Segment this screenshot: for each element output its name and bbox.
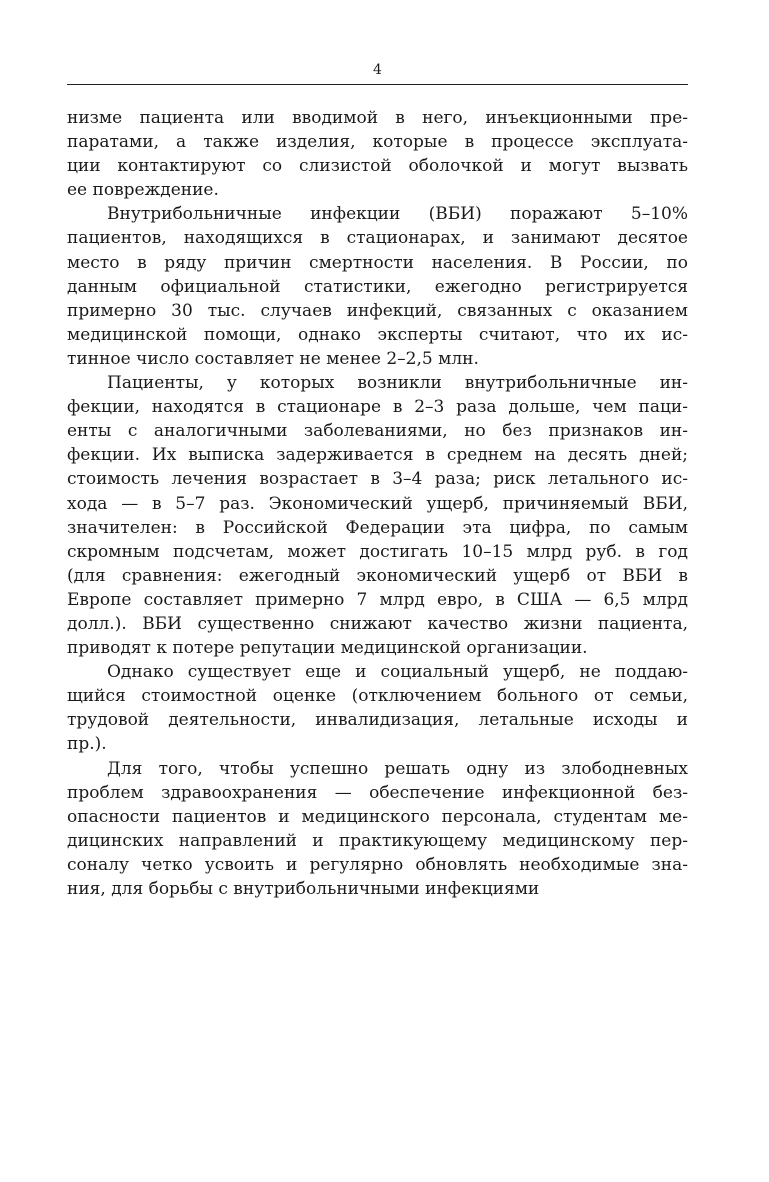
text-line: медицинской помощи, однако эксперты считают, что их ис- — [67, 324, 688, 345]
text-line: стоимость лечения возрастает в 3–4 раза; риск летального ис- — [67, 469, 688, 490]
text-line: фекции, находятся в стационаре в 2–3 раза дольше, чем паци- — [67, 397, 688, 418]
text-line: фекции. Их выписка задерживается в среднем на десять дней; — [67, 445, 688, 466]
text-line: щийся стоимостной оценке (отключением больного от семьи, — [67, 686, 688, 707]
text-line: трудовой деятельности, инвалидизация, летальные исходы и — [67, 710, 688, 731]
text-line: енты с аналогичными заболеваниями, но без признаков ин- — [67, 421, 688, 442]
text-line: Однако существует еще и социальный ущерб, не поддаю- — [107, 662, 688, 683]
text-line: соналу четко усвоить и регулярно обновлять необходимые зна- — [67, 854, 688, 875]
text-line: скромным подсчетам, может достигать 10–15 млрд руб. в год — [67, 541, 688, 562]
text-line: тинное число составляет не менее 2–2,5 млн. — [67, 348, 479, 369]
paragraph-4 — [67, 660, 688, 756]
text-line: место в ряду причин смертности населения. В России, по — [67, 252, 688, 273]
text-line: опасности пациентов и медицинского персонала, студентам ме- — [67, 806, 688, 827]
text-line: пр.). — [67, 734, 107, 755]
text-line: дицинских направлений и практикующему медицинскому пер- — [67, 830, 688, 851]
text-line: долл.). ВБИ существенно снижают качество жизни пациента, — [67, 613, 688, 634]
text-line: хода — в 5–7 раз. Экономический ущерб, причиняемый ВБИ, — [67, 493, 688, 514]
page-number: 4 — [373, 62, 382, 78]
paragraph-5 — [67, 757, 688, 902]
text-line: пациентов, находящихся в стационарах, и занимают десятое — [67, 228, 688, 249]
text-line: значителен: в Российской Федерации эта цифра, по самым — [67, 517, 688, 538]
text-line: Для того, чтобы успешно решать одну из злободневных — [107, 758, 688, 779]
text-line: Внутрибольничные инфекции (ВБИ) поражают 5–10% — [107, 204, 688, 225]
text-line: Пациенты, у которых возникли внутрибольничные ин- — [107, 373, 688, 394]
text-line: данным официальной статистики, ежегодно регистрируется — [67, 276, 688, 297]
text-line: приводят к потере репутации медицинской организации. — [67, 638, 588, 659]
text-line: Европе составляет примерно 7 млрд евро, в США — 6,5 млрд — [67, 589, 688, 610]
page-header — [67, 58, 688, 85]
paragraph-2 — [67, 202, 688, 371]
text-line: паратами, а также изделия, которые в процессе эксплуата- — [67, 132, 688, 153]
body-text — [67, 106, 688, 901]
text-line: низме пациента или вводимой в него, инъекционными пре- — [67, 108, 688, 128]
text-line: проблем здравоохранения — обеспечение инфекционной без- — [67, 782, 688, 803]
text-line: ния, для борьбы с внутрибольничными инфекциями — [67, 879, 540, 899]
text-line: примерно 30 тыс. случаев инфекций, связанных с оказанием — [67, 300, 688, 321]
paragraph-3 — [67, 371, 688, 660]
text-line: ее повреждение. — [67, 180, 219, 201]
paragraph-1 — [67, 106, 688, 202]
text-line: (для сравнения: ежегодный экономический ущерб от ВБИ в — [67, 565, 688, 586]
text-line: ции контактируют со слизистой оболочкой и могут вызвать — [67, 156, 688, 177]
